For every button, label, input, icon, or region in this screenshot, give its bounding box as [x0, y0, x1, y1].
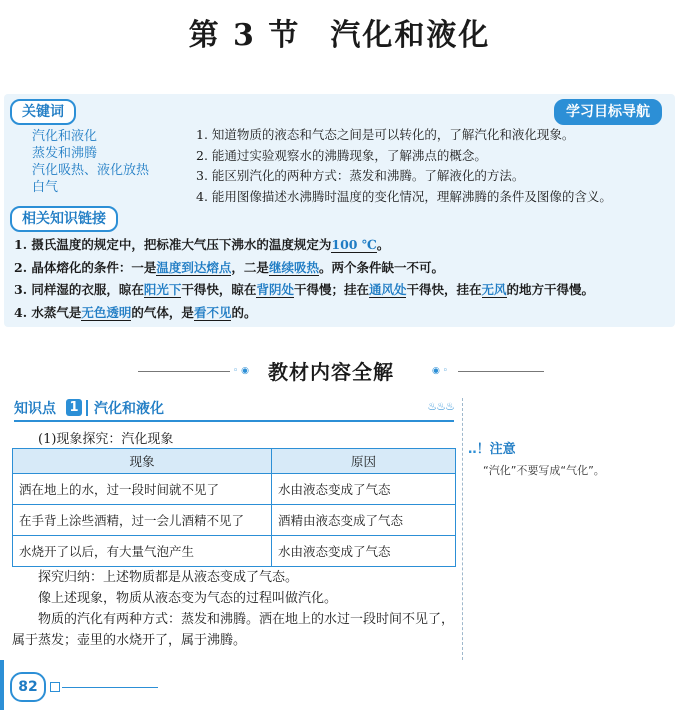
table-row — [13, 536, 456, 567]
phenomenon-table — [12, 448, 456, 567]
keyword-item: 汽化吸热、液化放热 — [32, 163, 150, 178]
page-number: 82 — [10, 672, 46, 702]
page-square-icon — [50, 682, 60, 692]
column-header: 原因 — [272, 449, 456, 474]
blank-answer: 无色透明 — [81, 304, 132, 320]
paragraph: 探究归纳：上述物质都是从液态变成了气态。 — [38, 570, 299, 585]
blank-answer: 阳光下 — [143, 282, 182, 297]
blank-answer: 无风 — [481, 282, 507, 297]
heading-rule-right — [458, 371, 544, 372]
objectives-list — [196, 125, 666, 207]
column-header: 现象 — [13, 449, 272, 474]
page-title — [0, 10, 679, 54]
table-cell: 酒精由液态变成了气态 — [272, 505, 456, 536]
table-cell: 水由液态变成了气态 — [272, 536, 456, 567]
table-cell: 在手背上涂些酒精，过一会儿酒精不见了 — [13, 505, 272, 536]
related-item-2: 2. 晶体熔化的条件：一是温度到达熔点，二是继续吸热。两个条件缺一不可。 — [14, 259, 444, 275]
knowledge-point-number: 1 — [66, 399, 82, 416]
related-item-3: 3. 同样湿的衣服，晾在阳光下干得快，晾在背阴处干得慢；挂在通风处干得快，挂在无风的地方干得慢。 — [14, 282, 595, 297]
blank-answer: 温度到达熔点 — [156, 259, 232, 275]
knowledge-point-label: 知识点 — [14, 401, 56, 417]
heading-ornament-icon: ◉ ◦ — [432, 366, 449, 376]
keyword-item: 白气 — [32, 180, 59, 195]
keyword-item: 蒸发和沸腾 — [32, 146, 98, 161]
subheading: (1)现象探究：汽化现象 — [38, 432, 174, 447]
heading-rule-left — [138, 371, 230, 372]
knowledge-point-title: 汽化和液化 — [94, 401, 164, 417]
footer-rule — [62, 687, 158, 688]
objective-item: 3. 能区别汽化的两种方式：蒸发和沸腾。了解液化的方法。 — [196, 168, 525, 183]
table-cell: 水烧开了以后，有大量气泡产生 — [13, 536, 272, 567]
table-row — [13, 505, 456, 536]
table-cell: 水由液态变成了气态 — [272, 474, 456, 505]
objectives-tag: 学习目标导航 — [554, 99, 662, 125]
blank-answer: 继续吸热 — [268, 259, 319, 275]
section-heading — [0, 356, 679, 386]
keywords-tag: 关键词 — [10, 99, 76, 125]
table-row — [13, 474, 456, 505]
objective-item: 4. 能用图像描述水沸腾时温度的变化情况，理解沸腾的条件及图像的含义。 — [196, 188, 612, 204]
objective-item: 2. 能通过实验观察水的沸腾现象，了解沸点的概念。 — [196, 147, 487, 163]
knowledge-point-bar — [14, 398, 454, 422]
explanation-text — [12, 567, 458, 651]
related-knowledge-list — [14, 234, 669, 324]
related-item-1: 1. 摄氏温度的规定中，把标准大气压下沸水的温度规定为100 ℃。 — [14, 237, 390, 252]
heading-ornament-icon: ◦ ◉ — [233, 366, 250, 376]
difficulty-flame-icon: ♨♨♨ — [427, 400, 454, 413]
objective-item: 1. 知道物质的液态和气态之间是可以转化的，了解汽化和液化现象。 — [196, 127, 575, 142]
blank-answer: 100 ℃ — [331, 237, 377, 252]
keyword-item: 汽化和液化 — [32, 129, 98, 144]
page-edge-tab — [0, 660, 4, 710]
related-item-4: 4. 水蒸气是无色透明的气体，是看不见的。 — [14, 304, 257, 320]
paragraph: 物质的汽化有两种方式：蒸发和沸腾。洒在地上的水过一段时间不见了，属于蒸发；壶里的水烧开了，属于沸腾。 — [12, 612, 455, 648]
section-number: 第 3 节 — [188, 18, 301, 53]
blank-answer: 背阴处 — [256, 282, 294, 297]
keyword-list — [32, 128, 149, 196]
section-heading-text: 教材内容全解 — [268, 360, 394, 384]
table-cell: 洒在地上的水，过一段时间就不见了 — [13, 474, 272, 505]
note-heading: ‥！注意 — [468, 442, 516, 457]
related-knowledge-tag: 相关知识链接 — [10, 206, 118, 232]
paragraph: 像上述现象，物质从液态变为气态的过程叫做汽化。 — [38, 591, 338, 606]
blank-answer: 通风处 — [368, 282, 407, 297]
section-title: 汽化和液化 — [330, 18, 491, 53]
margin-divider — [462, 398, 463, 660]
blank-answer: 看不见 — [193, 304, 232, 320]
divider — [86, 400, 88, 416]
exclamation-icon: ‥ — [468, 442, 477, 457]
table-header-row — [13, 449, 456, 474]
note-body: “汽化”不要写成“气化”。 — [483, 464, 605, 477]
